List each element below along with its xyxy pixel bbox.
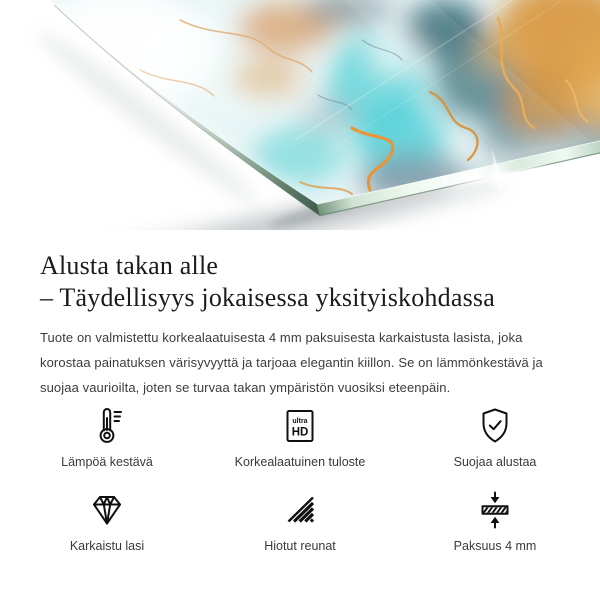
feature-polished-edges xyxy=(212,488,388,554)
feature-label: Lämpöä kestävä xyxy=(61,455,153,469)
feature-ultra-hd-print xyxy=(212,404,388,470)
hero-image xyxy=(0,0,600,230)
thermometer-icon xyxy=(87,405,127,447)
feature-protects-base xyxy=(407,404,583,470)
marble-artwork xyxy=(25,0,600,215)
feature-thickness-4mm xyxy=(407,488,583,554)
thickness-icon xyxy=(475,489,515,531)
ultra-hd-icon xyxy=(280,405,320,447)
glass-panel-photo xyxy=(0,0,600,230)
svg-text:HD: HD xyxy=(291,426,309,439)
title-line-2: – Täydellisyys jokaisessa yksityiskohdassa xyxy=(40,283,495,313)
page-title xyxy=(40,250,580,314)
feature-label: Hiotut reunat xyxy=(264,539,336,553)
diamond-icon xyxy=(87,489,127,531)
feature-heat-resistant xyxy=(19,404,195,470)
svg-text:ultra: ultra xyxy=(292,418,308,425)
features-grid xyxy=(0,404,600,594)
feature-label: Karkaistu lasi xyxy=(69,539,145,553)
feature-label: Suojaa alustaa xyxy=(453,455,537,469)
feature-label: Korkealaatuinen tuloste xyxy=(234,455,366,469)
product-description: Tuote on valmistettu korkealaatuisesta 4 mm paksuisesta karkaistusta lasista, joka korostaa painatuksen värisyvyyttä ja tarjoaa elegantin kiillon. Se on lämmönkestävä ja suojaa vaurioilta, joten se turvaa takan ympäristön vuosiksi eteenpäin. xyxy=(40,330,543,395)
shield-check-icon xyxy=(475,405,515,447)
feature-tempered-glass xyxy=(19,488,195,554)
polished-edges-icon xyxy=(280,489,320,531)
feature-label: Paksuus 4 mm xyxy=(453,539,537,553)
title-line-1: Alusta takan alle xyxy=(40,251,219,281)
